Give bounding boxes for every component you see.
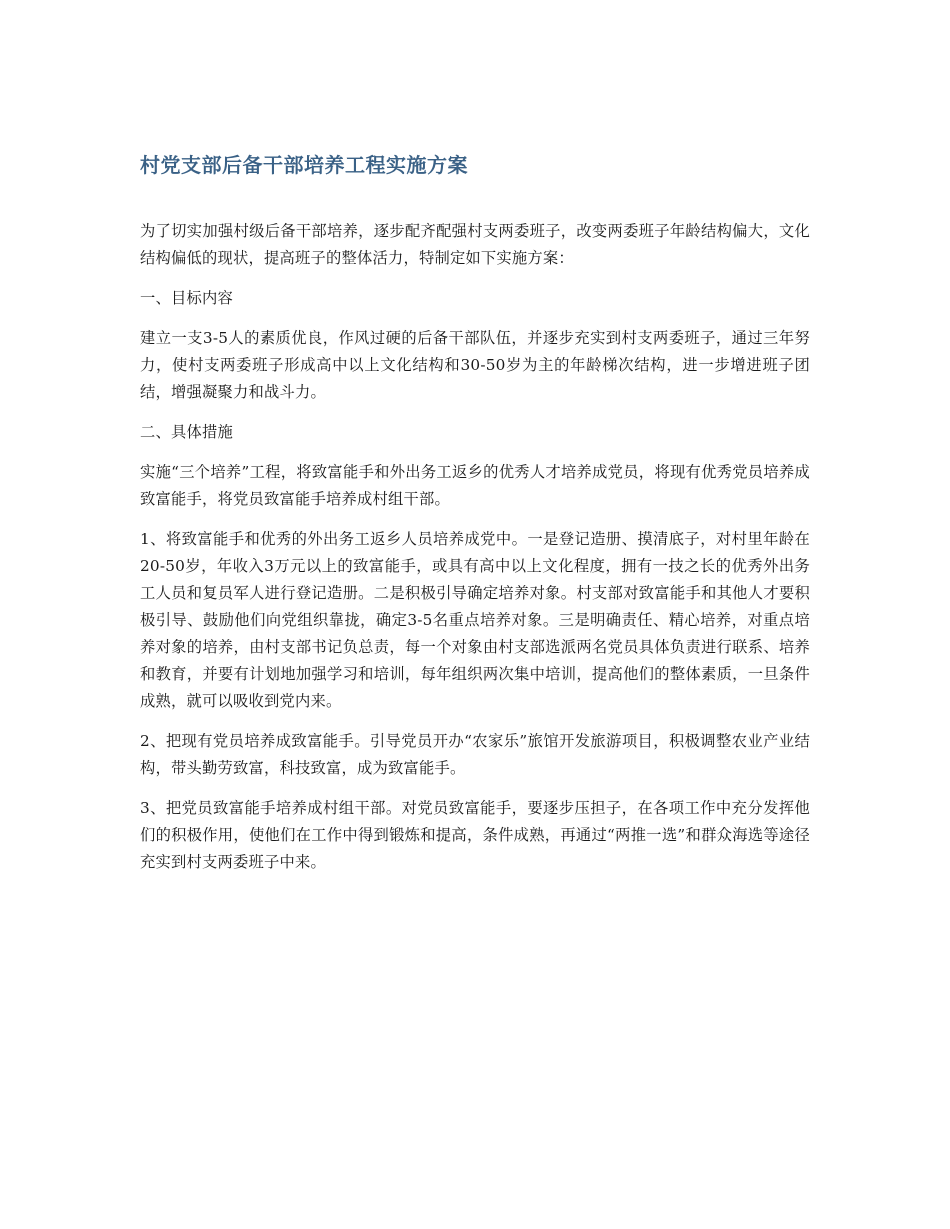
section-heading-goals: 一、目标内容 [140,289,233,307]
section-heading-measures: 二、具体措施 [140,423,233,441]
intro-paragraph: 为了切实加强村级后备干部培养，逐步配齐配强村支两委班子，改变两委班子年龄结构偏大，文化结构偏低的现状，提高班子的整体活力，特制定如下实施方案： [140,222,810,267]
measure-item-3: 3、把党员致富能手培养成村组干部。对党员致富能手，要逐步压担子，在各项工作中充分发挥他们的积极作用，使他们在工作中得到锻炼和提高，条件成熟，再通过“两推一选”和群众海选等途径充实到村支两委班子中来。 [140,799,810,871]
document-title: 村党支部后备干部培养工程实施方案 [140,153,468,177]
document-page [140,150,810,889]
document-body [140,218,810,876]
measures-intro-paragraph: 实施“三个培养”工程，将致富能手和外出务工返乡的优秀人才培养成党员，将现有优秀党员培养成致富能手，将党员致富能手培养成村组干部。 [140,463,810,508]
measure-item-1: 1、将致富能手和优秀的外出务工返乡人员培养成党中。一是登记造册、摸清底子，对村里年龄在20-50岁，年收入3万元以上的致富能手，或具有高中以上文化程度，拥有一技之长的优秀外出务工人员和复员军人进行登记造册。二是积极引导确定培养对象。村支部对致富能手和其他人才要积极引导、鼓励他们向党组织靠拢，确定3-5名重点培养对象。三是明确责任、精心培养，对重点培养对象的培养，由村支部书记负总责，每一个对象由村支部选派两名党员具体负责进行联系、培养和教育，并要有计划地加强学习和培训，每年组织两次集中培训，提高他们的整体素质，一旦条件成熟，就可以吸收到党内来。 [140,530,810,710]
goals-paragraph: 建立一支3-5人的素质优良，作风过硬的后备干部队伍，并逐步充实到村支两委班子，通过三年努力，使村支两委班子形成高中以上文化结构和30-50岁为主的年龄梯次结构，进一步增进班子团结，增强凝聚力和战斗力。 [140,329,810,401]
measure-item-2: 2、把现有党员培养成致富能手。引导党员开办“农家乐”旅馆开发旅游项目，积极调整农业产业结构，带头勤劳致富，科技致富，成为致富能手。 [140,732,810,777]
